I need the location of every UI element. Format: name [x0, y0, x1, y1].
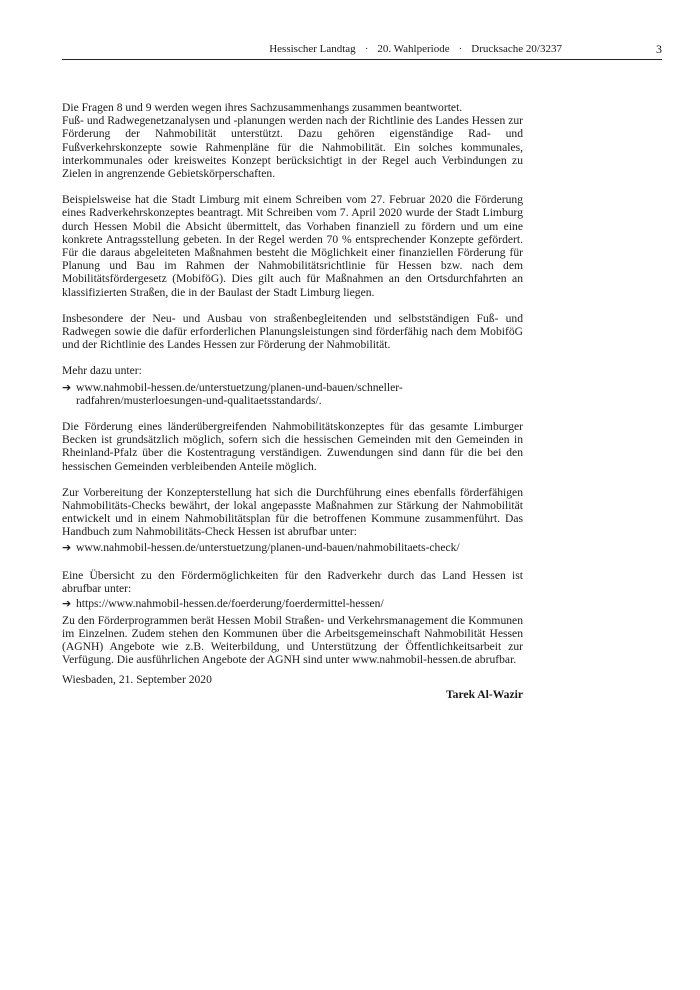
paragraph-more-info: Mehr dazu unter: [62, 364, 142, 378]
paragraph-funding-analysis: Fuß- und Radwegenetzanalysen und -planungen werden nach der Richtlinie des Landes Hessen zur Förderung der Nahmobilität unterstützt. Dazu gehören eigenständige Rad- und Fußverkehrskonzepte sowie Rahmenpläne für die Nahmobilität. Ein solches kommunales, interkommunales oder kreisweites Konzept berücksichtigt in der Regel auch Verbindungen zu Zielen in angrenzende Gebietskörperschaften. [62, 114, 523, 181]
link-musterloesungen[interactable]: www.nahmobil-hessen.de/unterstuetzung/planen-und-bauen/schneller-radfahren/musterloesungen-und-qualitaetsstandards/. [76, 380, 403, 407]
header-rule [62, 59, 662, 60]
link-nahmobilitaets-check[interactable]: www.nahmobil-hessen.de/unterstuetzung/planen-und-bauen/nahmobilitaets-check/ [76, 540, 460, 554]
paragraph-limburg-example: Beispielsweise hat die Stadt Limburg mit einem Schreiben vom 27. Februar 2020 die Förderung eines Radverkehrskonzeptes beantragt. Mit Schreiben vom 7. April 2020 wurde der Stadt Limburg durch Hessen Mobil die Absicht übermittelt, das Vorhaben finanziell zu fördern und um eine konkrete Antragsstellung gebeten. In der Regel werden 70 % entsprechender Konzepte gefördert. Für die daraus abgeleiteten Maßnahmen besteht die Möglichkeit einer finanziellen Förderung für Planung und Bau im Rahmen der Nahmobilitätsrichtlinie für Hessen bzw. nach dem Mobilitätsfördergesetz (MobiföG). Dies gilt auch für Maßnahmen an den Ortsdurchfahrten an klassifizierten Straßen, die in der Baulast der Stadt Limburg liegen. [62, 193, 523, 299]
paragraph-overview: Eine Übersicht zu den Fördermöglichkeiten für den Radverkehr durch das Land Hessen ist abrufbar unter: [62, 568, 523, 596]
paragraph-check: Zur Vorbereitung der Konzepterstellung hat sich die Durchführung eines ebenfalls förderfähigen Nahmobilitäts-Checks bewährt, der lokal angepasste Maßnahmen zur Stärkung der Nahmobilität entwickelt und in einem Nahmobilitätsplan für die betroffenen Kommune zusammenführt. Das Handbuch zum Nahmobilitäts-Check Hessen ist abrufbar unter: [62, 485, 523, 539]
signature-block [62, 673, 523, 701]
header-separator: · [364, 43, 369, 55]
header-meta [269, 43, 562, 56]
header-separator: · [458, 43, 463, 55]
document-body [62, 101, 523, 666]
arrow-right-icon: ➔ [62, 597, 72, 611]
signer-name: Tarek Al-Wazir [446, 688, 523, 702]
link-line [62, 597, 523, 610]
paragraph-construction: Insbesondere der Neu- und Ausbau von straßenbegleitenden und selbstständigen Fuß- und Radwegen sowie die dafür erforderlichen Planungsleistungen sind förderfähig nach dem MobiföG und der Richtlinie des Landes Hessen zur Förderung der Nahmobilität. [62, 311, 523, 352]
header-document-number: Drucksache 20/3237 [471, 43, 562, 55]
paragraph-intro: Die Fragen 8 und 9 werden wegen ihres Sachzusammenhangs zusammen beantwortet. [62, 101, 463, 114]
link-line [62, 381, 523, 407]
paragraph-advice: Zu den Förderprogrammen berät Hessen Mobil Straßen- und Verkehrsmanagement die Kommunen im Einzelnen. Zudem stehen den Kommunen über die Arbeitsgemeinschaft Nahmobilität Hessen (AGNH) Angebote wie z.B. Weiterbildung, und Unterstützung der Öffentlichkeitsarbeit zur Verfügung. Die ausführlichen Angebote der AGNH sind unter www.nahmobil-hessen.de abrufbar. [62, 613, 523, 667]
header-parliament: Hessischer Landtag [269, 43, 356, 55]
page-header [62, 43, 662, 59]
page-number: 3 [656, 42, 662, 56]
header-period: 20. Wahlperiode [377, 43, 450, 55]
place-date: Wiesbaden, 21. September 2020 [62, 673, 212, 686]
paragraph-cross-border: Die Förderung eines länderübergreifenden Nahmobilitätskonzeptes für das gesamte Limburger Becken ist grundsätzlich möglich, sofern sich die hessischen Gemeinden mit den Gemeinden in Rheinland-Pfalz über die Kostentragung verständigen. Zuwendungen sind dann für die bei den hessischen Gemeinden verbleibenden Anteile möglich. [62, 420, 523, 473]
link-foerdermittel[interactable]: https://www.nahmobil-hessen.de/foerderung/foerdermittel-hessen/ [76, 597, 384, 611]
link-line [62, 541, 523, 554]
arrow-right-icon: ➔ [62, 540, 72, 554]
arrow-right-icon: ➔ [62, 380, 72, 394]
